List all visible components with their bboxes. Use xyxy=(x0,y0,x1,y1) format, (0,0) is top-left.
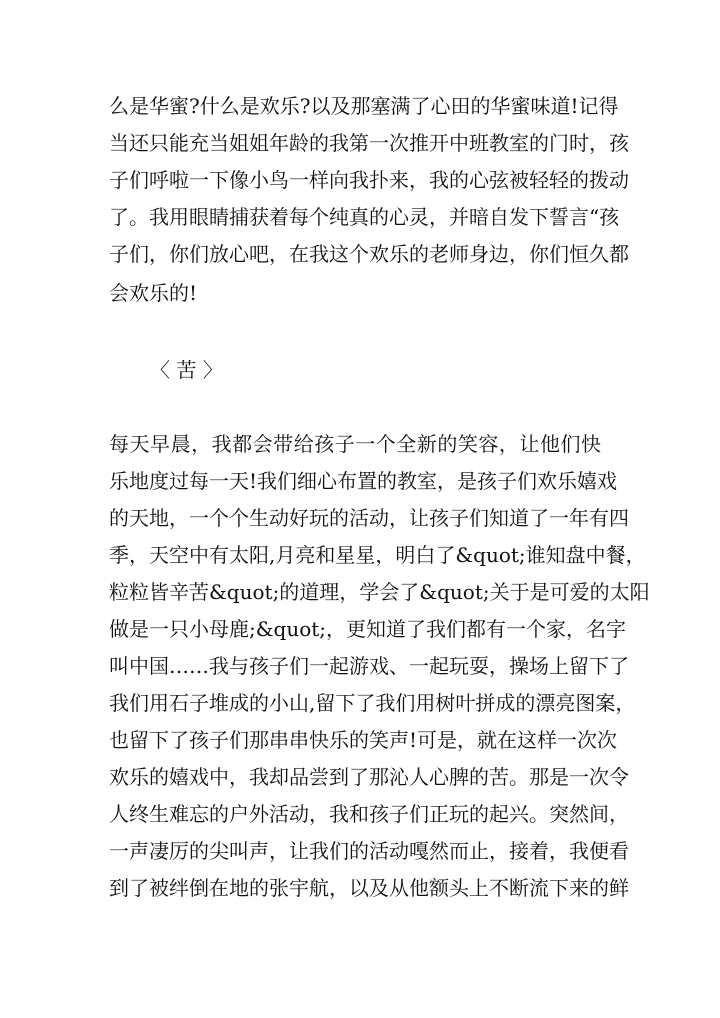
paragraph-2-line-1: 每天早晨，我都会带给孩子一个全新的笑容，让他们快 xyxy=(109,432,601,456)
paragraph-2-line-13: 到了被绊倒在地的张宇航，以及从他额头上不断流下来的鲜 xyxy=(109,876,629,900)
paragraph-2-line-8: 我们用石子堆成的小山,留下了我们用树叶拼成的漂亮图案， xyxy=(109,691,636,715)
paragraph-2-line-2: 乐地度过每一天!我们细心布置的教室，是孩子们欢乐嬉戏 xyxy=(109,469,618,493)
paragraph-1-line-6: 会欢乐的! xyxy=(109,281,198,305)
paragraph-2-line-11: 人终生难忘的户外活动，我和孩子们正玩的起兴。突然间， xyxy=(109,802,629,826)
paragraph-1-line-1: 么是华蜜?什么是欢乐?以及那塞满了心田的华蜜味道!记得 xyxy=(109,94,619,118)
paragraph-1-line-2: 当还只能充当姐姐年龄的我第一次推开中班教室的门时，孩 xyxy=(109,131,629,155)
paragraph-1-line-5: 子们，你们放心吧，在我这个欢乐的老师身边，你们恒久都 xyxy=(109,242,629,266)
paragraph-1-line-3: 子们呼啦一下像小鸟一样向我扑来，我的心弦被轻轻的拨动 xyxy=(109,168,629,192)
paragraph-2-line-4: 季，天空中有太阳,月亮和星星，明白了&quot;谁知盘中餐， xyxy=(109,543,646,567)
paragraph-2-line-10: 欢乐的嬉戏中，我却品尝到了那沁人心脾的苦。那是一次令 xyxy=(109,765,629,789)
paragraph-2-line-6: 做是一只小母鹿;&quot;，更知道了我们都有一个家，名字 xyxy=(109,617,627,641)
paragraph-2-line-7: 叫中国……我与孩子们一起游戏、一起玩耍，操场上留下了 xyxy=(109,654,629,678)
paragraph-2-line-3: 的天地，一个个生动好玩的活动，让孩子们知道了一年有四 xyxy=(109,506,629,530)
section-heading: 〈 苦 〉 xyxy=(150,358,223,382)
paragraph-2-line-5: 粒粒皆辛苦&quot;的道理，学会了&quot;关于是可爱的太阳 xyxy=(109,580,650,604)
paragraph-1-line-4: 了。我用眼睛捕获着每个纯真的心灵，并暗自发下誓言“孩 xyxy=(109,205,620,229)
paragraph-2-line-9: 也留下了孩子们那串串快乐的笑声!可是，就在这样一次次 xyxy=(109,728,618,752)
paragraph-2-line-12: 一声凄厉的尖叫声，让我们的活动嘎然而止，接着，我便看 xyxy=(109,839,629,863)
